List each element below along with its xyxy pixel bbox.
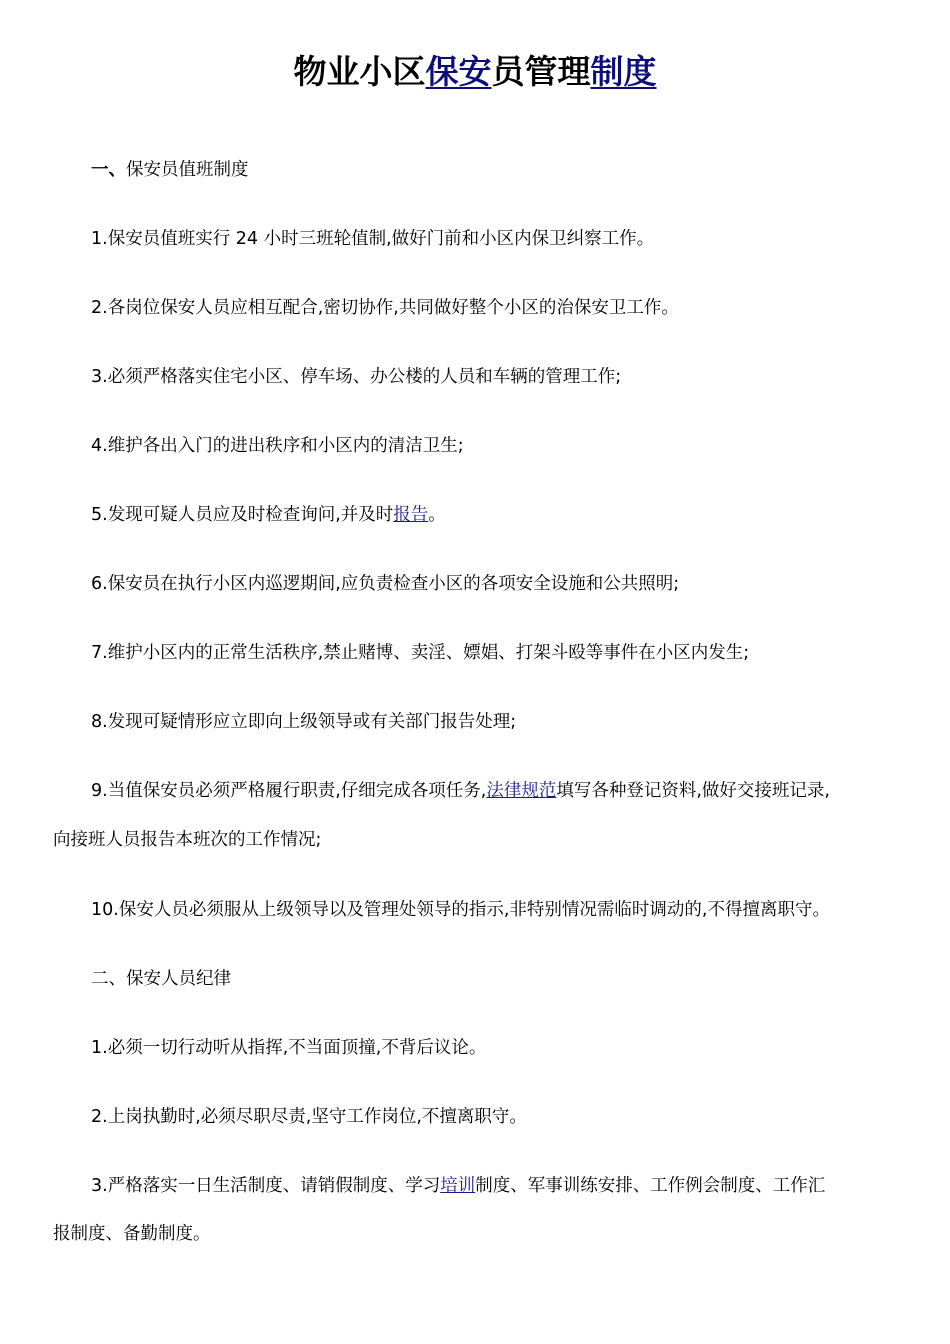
section-2-item-3-continuation: 报制度、备勤制度。 xyxy=(53,1224,211,1244)
section-2-item-3 xyxy=(53,1174,941,1198)
section-1-item-5-text-before: 5.发现可疑人员应及时检查询问,并及时 xyxy=(91,505,394,525)
title-link-system[interactable]: 制度 xyxy=(590,52,657,91)
page-title xyxy=(0,48,950,96)
section-1-heading xyxy=(53,158,941,182)
title-link-security[interactable]: 保安 xyxy=(425,52,492,91)
title-part-1: 物业小区 xyxy=(293,52,426,91)
section-1-item-8: 8.发现可疑情形应立即向上级领导或有关部门报告处理; xyxy=(91,712,517,732)
section-1-heading-text: 保安员值班制度 xyxy=(126,160,249,180)
legal-norms-link[interactable]: 法律规范 xyxy=(486,781,557,801)
report-link[interactable]: 报告 xyxy=(393,505,429,525)
section-1-item-5 xyxy=(53,503,941,527)
section-1-item-1: 1.保安员值班实行 24 小时三班轮值制,做好门前和小区内保卫纠察工作。 xyxy=(91,229,655,249)
section-1-item-10: 10.保安人员必须服从上级领导以及管理处领导的指示,非特别情况需临时调动的,不得擅离职守。 xyxy=(91,900,830,920)
section-1-item-9-text-before: 9.当值保安员必须严格履行职责,仔细完成各项任务, xyxy=(91,781,487,801)
section-1-item-9 xyxy=(53,779,941,803)
title-part-2: 员管理 xyxy=(491,52,591,91)
section-2-item-3-text-after: 制度、军事训练安排、工作例会制度、工作汇 xyxy=(475,1176,826,1196)
section-1-item-3: 3.必须严格落实住宅小区、停车场、办公楼的人员和车辆的管理工作; xyxy=(91,367,622,387)
section-1-item-4: 4.维护各出入门的进出秩序和小区内的清洁卫生; xyxy=(91,436,464,456)
section-2-item-2: 2.上岗执勤时,必须尽职尽责,坚守工作岗位,不擅离职守。 xyxy=(91,1107,527,1127)
section-2-item-3-text-before: 3.严格落实一日生活制度、请销假制度、学习 xyxy=(91,1176,441,1196)
section-1-item-6: 6.保安员在执行小区内巡逻期间,应负责检查小区的各项安全设施和公共照明; xyxy=(91,574,680,594)
section-2-item-1: 1.必须一切行动听从指挥,不当面顶撞,不背后议论。 xyxy=(91,1038,487,1058)
section-1-item-9-continuation: 向接班人员报告本班次的工作情况; xyxy=(53,830,322,850)
section-1-item-7: 7.维护小区内的正常生活秩序,禁止赌博、卖淫、嫖娼、打架斗殴等事件在小区内发生; xyxy=(91,643,750,663)
training-link[interactable]: 培训 xyxy=(440,1176,476,1196)
section-1-item-9-text-after: 填写各种登记资料,做好交接班记录, xyxy=(556,781,830,801)
section-1-item-5-text-after: 。 xyxy=(428,505,446,525)
section-1-item-2: 2.各岗位保安人员应相互配合,密切协作,共同做好整个小区的治保安卫工作。 xyxy=(91,298,679,318)
section-1-heading-prefix: 一、 xyxy=(91,160,126,180)
section-2-heading: 二、保安人员纪律 xyxy=(91,969,231,989)
